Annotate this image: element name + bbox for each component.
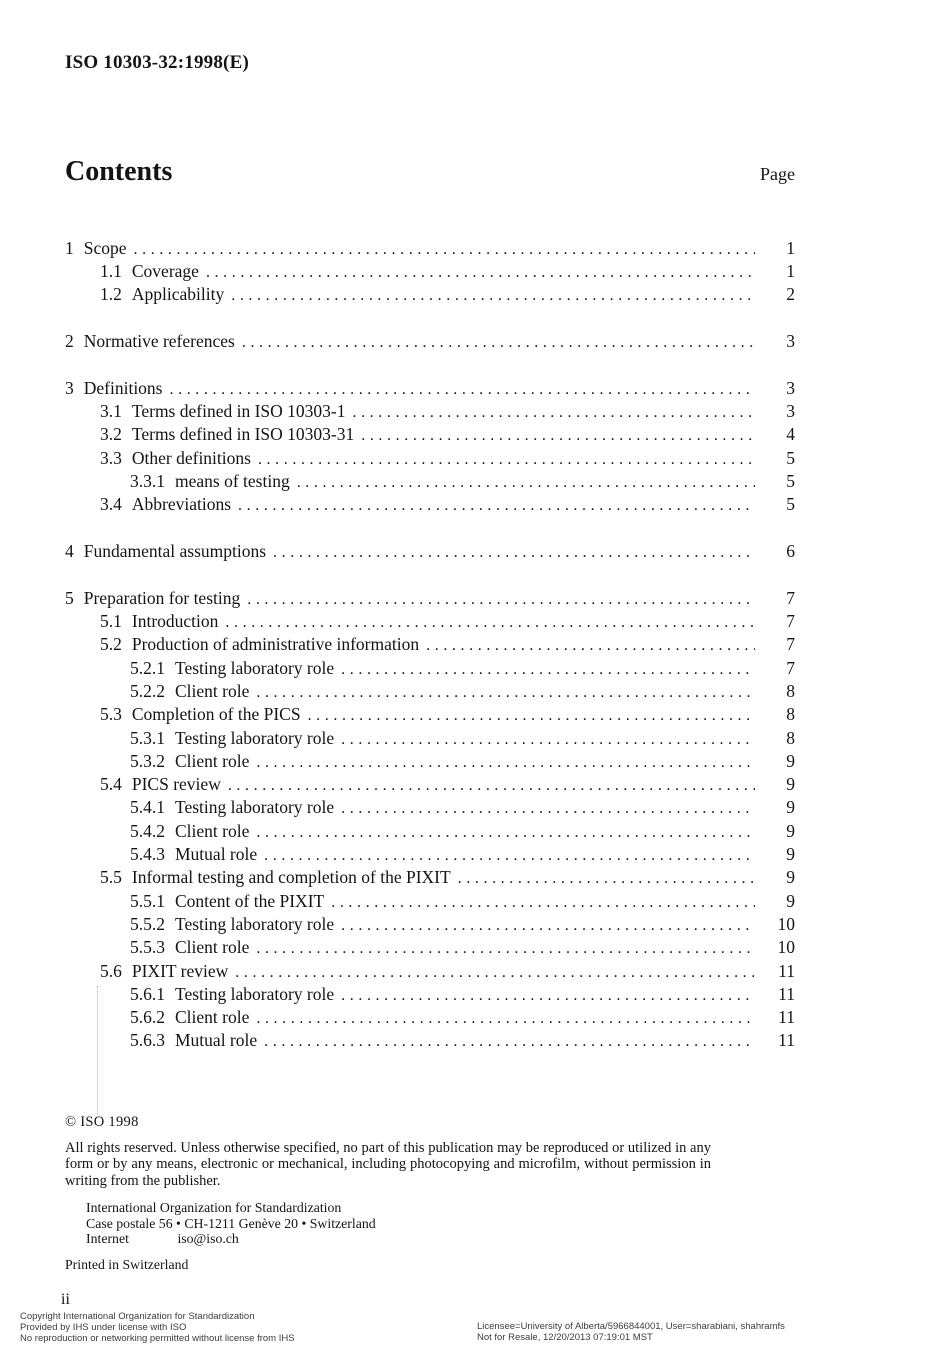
toc-entry (65, 820, 795, 843)
toc-dot-leader (170, 377, 756, 401)
toc-entry-title: Testing laboratory role (175, 657, 335, 678)
toc-entry-number: 5.5.2 (130, 913, 165, 934)
toc-entry-number: 4 (65, 540, 74, 561)
toc-dot-leader (206, 260, 755, 284)
toc-entry-title: Scope (83, 237, 127, 258)
toc-entry-title: Coverage (131, 260, 199, 281)
toc-dot-leader (134, 237, 755, 261)
toc-dot-leader (228, 773, 755, 797)
toc-entry (65, 1006, 795, 1029)
toc-entry (65, 960, 795, 983)
toc-dot-leader (235, 960, 755, 984)
toc-dot-leader (256, 680, 755, 704)
toc-dot-leader (341, 983, 755, 1007)
document-id: ISO 10303-32:1998(E) (65, 52, 249, 73)
toc-entry-page: 1 (786, 237, 795, 258)
toc-entry-number: 5.3 (100, 704, 122, 725)
toc-entry-page: 11 (778, 1030, 795, 1051)
toc-entry (65, 866, 795, 889)
toc-entry (65, 237, 795, 260)
toc-entry (65, 540, 795, 563)
toc-entry-number: 5.2.2 (130, 680, 165, 701)
contents-title: Contents (65, 156, 173, 187)
toc-entry-page: 7 (786, 611, 795, 632)
toc-entry (65, 727, 795, 750)
toc-dot-leader (297, 470, 755, 494)
toc-entry (65, 330, 795, 353)
toc-entry-page: 4 (786, 424, 795, 445)
toc-entry-number: 5.6.1 (130, 983, 165, 1004)
toc-dot-leader (352, 400, 755, 424)
toc-entry-title: Other definitions (131, 447, 251, 468)
toc-entry-page: 11 (778, 1007, 795, 1028)
toc-dot-leader (256, 936, 755, 960)
toc-entry-number: 5.4.1 (130, 797, 165, 818)
toc-entry-title: Testing laboratory role (175, 983, 335, 1004)
toc-entry-title: Client role (175, 937, 250, 958)
toc-entry-page: 1 (786, 260, 795, 281)
toc-entry-number: 5.5.3 (130, 937, 165, 958)
toc-entry (65, 913, 795, 936)
toc-dot-leader (361, 423, 755, 447)
toc-dot-leader (308, 703, 755, 727)
copyright-block (65, 1114, 711, 1273)
publisher-address: Case postale 56 • CH-1211 Genève 20 • Switzerland (86, 1215, 376, 1231)
toc-entry-number: 5.3.1 (130, 727, 165, 748)
toc-entry (65, 796, 795, 819)
toc-entry-number: 5.4.2 (130, 820, 165, 841)
toc-entry-page: 9 (786, 797, 795, 818)
scan-artifact-dotted-line (97, 986, 98, 1114)
toc-entry (65, 773, 795, 796)
toc-dot-leader (458, 866, 755, 890)
toc-entry (65, 377, 795, 400)
toc-entry-page: 7 (786, 657, 795, 678)
toc-entry-title: Testing laboratory role (175, 913, 335, 934)
toc-entry-title: Production of administrative information (131, 634, 420, 655)
toc-dot-leader (341, 913, 755, 937)
toc-entry-number: 5 (65, 587, 74, 608)
toc-entry (65, 680, 795, 703)
toc-entry (65, 890, 795, 913)
toc-entry-title: Mutual role (175, 844, 258, 865)
toc-dot-leader (331, 890, 755, 914)
toc-entry-page: 11 (778, 960, 795, 981)
toc-entry-number: 5.5.1 (130, 890, 165, 911)
toc-entry-number: 3.3.1 (130, 470, 165, 491)
toc-entry-page: 9 (786, 820, 795, 841)
toc-entry-page: 3 (786, 377, 795, 398)
publisher-address-block (65, 1200, 711, 1247)
contents-header (65, 156, 795, 188)
toc-entry-page: 8 (786, 704, 795, 725)
toc-dot-leader (256, 1006, 755, 1030)
publisher-internet (86, 1231, 711, 1247)
toc-entry (65, 283, 795, 306)
toc-entry-number: 5.2 (100, 634, 122, 655)
toc-dot-leader (238, 493, 755, 517)
toc-dot-leader (256, 750, 755, 774)
toc-entry (65, 587, 795, 610)
toc-entry-page: 8 (786, 680, 795, 701)
toc-dot-leader (264, 843, 755, 867)
toc-entry-title: means of testing (175, 470, 290, 491)
toc-entry-title: Completion of the PICS (131, 704, 301, 725)
toc-entry-title: Client role (175, 680, 250, 701)
toc-entry-number: 5.3.2 (130, 750, 165, 771)
toc-entry-title: Normative references (83, 330, 235, 351)
toc-entry-title: Testing laboratory role (175, 797, 335, 818)
toc-entry-number: 3.2 (100, 424, 122, 445)
toc-entry-title: Mutual role (175, 1030, 258, 1051)
toc-entry (65, 1029, 795, 1052)
toc-entry (65, 447, 795, 470)
toc-entry-title: PIXIT review (131, 960, 229, 981)
toc-dot-leader (231, 283, 755, 307)
toc-entry-title: Testing laboratory role (175, 727, 335, 748)
toc-entry (65, 983, 795, 1006)
toc-entry-page: 10 (777, 937, 795, 958)
toc-entry-title: Introduction (131, 611, 219, 632)
toc-entry-number: 1 (65, 237, 74, 258)
page-column-label: Page (760, 164, 795, 184)
toc-entry-title: Client role (175, 750, 250, 771)
toc-entry-number: 5.6.2 (130, 1007, 165, 1028)
toc-entry-title: Client role (175, 820, 250, 841)
toc-entry (65, 750, 795, 773)
toc-entry-page: 9 (786, 867, 795, 888)
toc-entry (65, 423, 795, 446)
toc-entry (65, 400, 795, 423)
toc-entry-title: Abbreviations (131, 494, 232, 515)
toc-entry-number: 5.5 (100, 867, 122, 888)
toc-dot-leader (341, 727, 755, 751)
toc-entry (65, 633, 795, 656)
toc-entry-page: 2 (786, 284, 795, 305)
toc-dot-leader (426, 633, 755, 657)
footer-license-right (477, 1322, 785, 1344)
toc-entry-title: Applicability (131, 284, 225, 305)
toc-entry-page: 3 (786, 330, 795, 351)
toc-entry-page: 8 (786, 727, 795, 748)
toc-entry-page: 7 (786, 587, 795, 608)
toc-entry-number: 3.3 (100, 447, 122, 468)
toc-entry (65, 936, 795, 959)
page-number: ii (61, 1291, 70, 1308)
internet-label: Internet (86, 1231, 129, 1246)
toc-entry (65, 843, 795, 866)
toc-entry-title: Preparation for testing (83, 587, 241, 608)
toc-dot-leader (258, 447, 755, 471)
footer-license-left (20, 1312, 295, 1344)
copyright-line: © ISO 1998 (65, 1114, 139, 1130)
toc-entry (65, 703, 795, 726)
toc-entry-number: 1.1 (100, 260, 122, 281)
toc-entry-page: 9 (786, 750, 795, 771)
toc-entry-title: PICS review (131, 774, 221, 795)
toc-list (65, 213, 795, 1053)
toc-dot-leader (242, 330, 755, 354)
toc-dot-leader (225, 610, 755, 634)
internet-email: iso@iso.ch (177, 1231, 239, 1246)
toc-entry-title: Content of the PIXIT (175, 890, 325, 911)
toc-entry-page: 5 (786, 494, 795, 515)
footer-line: Licensee=University of Alberta/5966844001, User=sharabiani, shahramfs (477, 1321, 785, 1332)
toc-entry-title: Terms defined in ISO 10303-1 (131, 400, 346, 421)
toc-entry-page: 3 (786, 400, 795, 421)
toc-dot-leader (256, 820, 755, 844)
toc-entry-number: 5.6 (100, 960, 122, 981)
publisher-name: International Organization for Standardization (86, 1200, 342, 1215)
printed-in-line: Printed in Switzerland (65, 1256, 189, 1272)
toc-entry-number: 3.1 (100, 400, 122, 421)
copyright-notice: All rights reserved. Unless otherwise specified, no part of this publication may be reproduced or utilized in any form or by any means, electronic or mechanical, including photocopying and microfilm, without permission in writing from the publisher. (65, 1139, 711, 1189)
toc-entry (65, 260, 795, 283)
toc-dot-leader (341, 796, 755, 820)
toc-entry-number: 5.4 (100, 774, 122, 795)
footer-line: Provided by IHS under license with ISO (20, 1321, 187, 1333)
toc-entry-number: 5.4.3 (130, 844, 165, 865)
toc-entry-page: 11 (778, 983, 795, 1004)
toc-entry (65, 493, 795, 516)
toc-entry (65, 610, 795, 633)
toc-entry-number: 5.6.3 (130, 1030, 165, 1051)
toc-dot-leader (264, 1029, 755, 1053)
toc-entry-title: Informal testing and completion of the PIXIT (131, 867, 451, 888)
toc-dot-leader (247, 587, 755, 611)
toc-entry-page: 9 (786, 844, 795, 865)
footer-line: Not for Resale, 12/20/2013 07:19:01 MST (477, 1331, 653, 1343)
footer-line: No reproduction or networking permitted without license from IHS (20, 1332, 295, 1344)
toc-entry-number: 3.4 (100, 494, 122, 515)
toc-entry-title: Definitions (83, 377, 163, 398)
toc-entry-page: 10 (777, 913, 795, 934)
toc-entry-number: 5.2.1 (130, 657, 165, 678)
toc-entry-page: 9 (786, 774, 795, 795)
toc-entry (65, 470, 795, 493)
toc-entry-page: 5 (786, 470, 795, 491)
toc-entry-page: 5 (786, 447, 795, 468)
toc-entry (65, 657, 795, 680)
toc-entry-number: 2 (65, 330, 74, 351)
toc-entry-page: 6 (786, 540, 795, 561)
toc-entry-number: 3 (65, 377, 74, 398)
toc-entry-page: 9 (786, 890, 795, 911)
toc-dot-leader (341, 657, 755, 681)
toc-entry-title: Fundamental assumptions (83, 540, 267, 561)
toc-entry-number: 1.2 (100, 284, 122, 305)
toc-dot-leader (273, 540, 755, 564)
toc-entry-number: 5.1 (100, 611, 122, 632)
toc-entry-title: Terms defined in ISO 10303-31 (131, 424, 355, 445)
toc-entry-page: 7 (786, 634, 795, 655)
footer-line: Copyright International Organization for Standardization (20, 1311, 255, 1322)
toc-entry-title: Client role (175, 1007, 250, 1028)
